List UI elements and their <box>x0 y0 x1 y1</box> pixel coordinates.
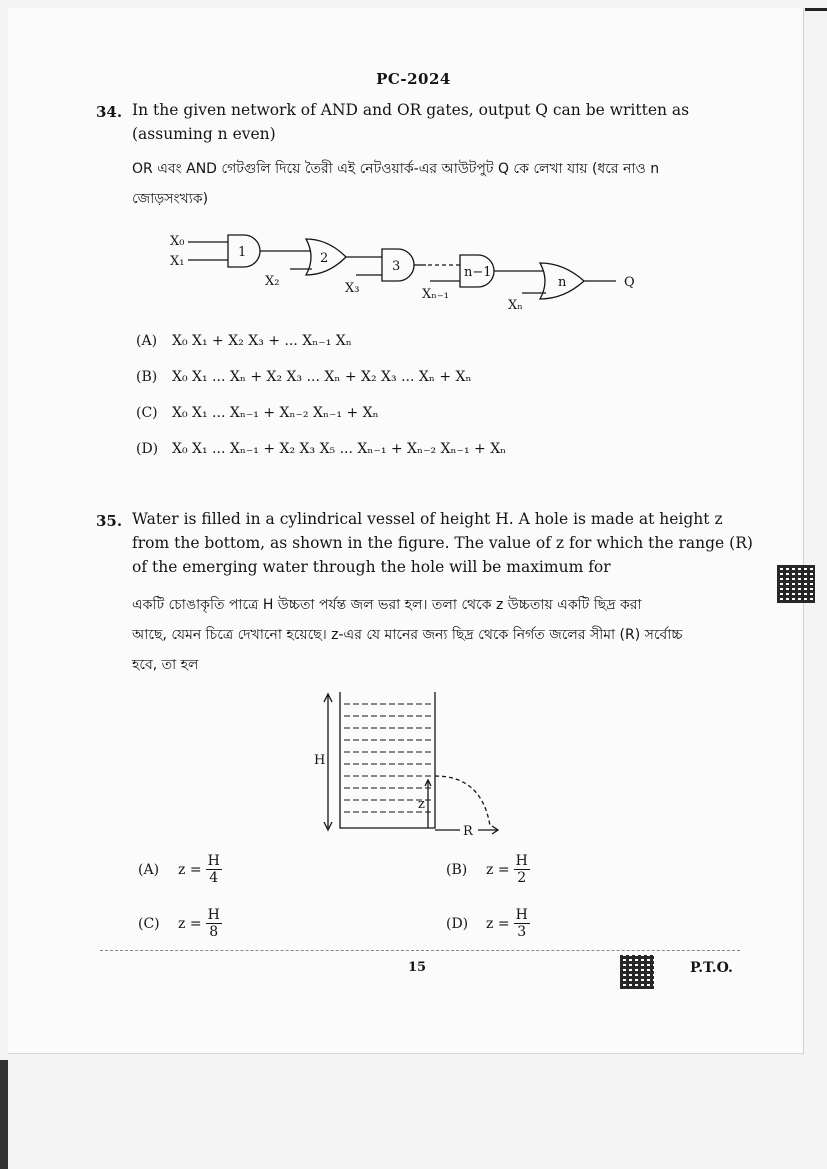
option-text: X₀ X₁ ... Xₙ₋₁ + X₂ X₃ X₅ ... Xₙ₋₁ + Xₙ₋₂ Xₙ₋₁ + Xₙ <box>172 441 507 457</box>
text-line: from the bottom, as shown in the figure. The value of z for which the range (R) <box>132 534 753 552</box>
denominator: 2 <box>517 870 527 886</box>
numerator: H <box>207 853 220 869</box>
option-b[interactable] <box>446 853 530 886</box>
option-d[interactable] <box>136 441 506 457</box>
footer-divider <box>100 950 740 951</box>
option-label: (C) <box>138 915 160 932</box>
gate-label: 2 <box>320 251 329 266</box>
qr-code-icon <box>777 565 815 603</box>
label-h: H <box>314 753 326 768</box>
logic-gate-diagram <box>160 225 660 315</box>
question-number: 34. <box>96 103 123 121</box>
option-text: X₀ X₁ ... Xₙ + X₂ X₃ ... Xₙ + X₂ X₃ ... Xₙ + Xₙ <box>172 369 472 385</box>
output-q: Q <box>624 275 635 290</box>
option-label: (A) <box>136 333 158 349</box>
option-a[interactable] <box>136 333 352 349</box>
fraction <box>206 907 222 940</box>
option-label: (C) <box>136 405 158 421</box>
label-r: R <box>463 824 473 838</box>
option-label: (D) <box>136 441 159 457</box>
denominator: 8 <box>209 924 219 940</box>
text-line: In the given network of AND and OR gates, output Q can be written as <box>132 101 690 119</box>
gate-label: n <box>558 275 567 290</box>
question-text-bn <box>132 154 659 214</box>
option-b[interactable] <box>136 369 472 385</box>
question-number: 35. <box>96 512 123 530</box>
option-text: X₀ X₁ ... Xₙ₋₁ + Xₙ₋₂ Xₙ₋₁ + Xₙ <box>172 405 379 421</box>
option-lhs: z = <box>486 915 510 932</box>
option-label: (A) <box>138 861 160 878</box>
fraction <box>206 853 222 886</box>
page-header: PC-2024 <box>376 70 451 88</box>
text-line: OR এবং AND গেটগুলি দিয়ে তৈরী এই নেটওয়ার্ক-এর আউটপুট Q কে লেখা যায় (ধরে নাও n <box>132 161 660 177</box>
numerator: H <box>515 907 528 923</box>
text-line: একটি চোঙাকৃতি পাত্রে H উচ্চতা পর্যন্ত জল ভরা হল। তলা থেকে z উচ্চতায় একটি ছিদ্র করা <box>132 597 642 613</box>
option-label: (B) <box>136 369 158 385</box>
numerator: H <box>207 907 220 923</box>
scan-edge <box>0 1060 8 1169</box>
text-line: আছে, যেমন চিত্রে দেখানো হয়েছে। z-এর যে মানের জন্য ছিদ্র থেকে নির্গত জলের সীমা (R) সর্বোচ্চ <box>132 627 683 643</box>
fraction <box>514 853 530 886</box>
option-label: (B) <box>446 861 468 878</box>
option-c[interactable] <box>138 907 222 940</box>
input-x1: X₁ <box>170 254 185 269</box>
input-xn: Xₙ <box>508 298 523 313</box>
text-line: of the emerging water through the hole will be maximum for <box>132 558 611 576</box>
text-line: (assuming n even) <box>132 125 276 143</box>
text-line: হবে, তা হল <box>132 657 199 673</box>
option-lhs: z = <box>178 861 202 878</box>
option-c[interactable] <box>136 405 379 421</box>
denominator: 3 <box>517 924 527 940</box>
text-line: Water is filled in a cylindrical vessel of height H. A hole is made at height z <box>132 510 723 528</box>
fraction <box>514 907 530 940</box>
gate-label: 3 <box>392 259 401 274</box>
option-lhs: z = <box>178 915 202 932</box>
qr-code-icon <box>620 955 654 989</box>
option-d[interactable] <box>446 907 530 940</box>
question-text-en <box>132 507 753 579</box>
numerator: H <box>515 853 528 869</box>
input-x3: X₃ <box>345 281 360 296</box>
option-label: (D) <box>446 915 469 932</box>
input-xn-1: Xₙ₋₁ <box>422 287 449 302</box>
input-x0: X₀ <box>170 234 185 249</box>
gate-label: 1 <box>238 245 247 260</box>
scan-mark <box>805 8 827 11</box>
denominator: 4 <box>209 870 219 886</box>
text-line: জোড়সংখ্যক) <box>132 191 209 207</box>
page-number: 15 <box>408 960 427 975</box>
input-x2: X₂ <box>265 274 280 289</box>
option-lhs: z = <box>486 861 510 878</box>
question-text-bn <box>132 590 683 680</box>
vessel-diagram <box>310 688 510 838</box>
pto-label: P.T.O. <box>690 960 733 976</box>
label-z: z <box>418 797 425 812</box>
option-text: X₀ X₁ + X₂ X₃ + ... Xₙ₋₁ Xₙ <box>172 333 352 349</box>
gate-label: n−1 <box>464 265 492 280</box>
option-a[interactable] <box>138 853 222 886</box>
question-text-en <box>132 98 689 146</box>
